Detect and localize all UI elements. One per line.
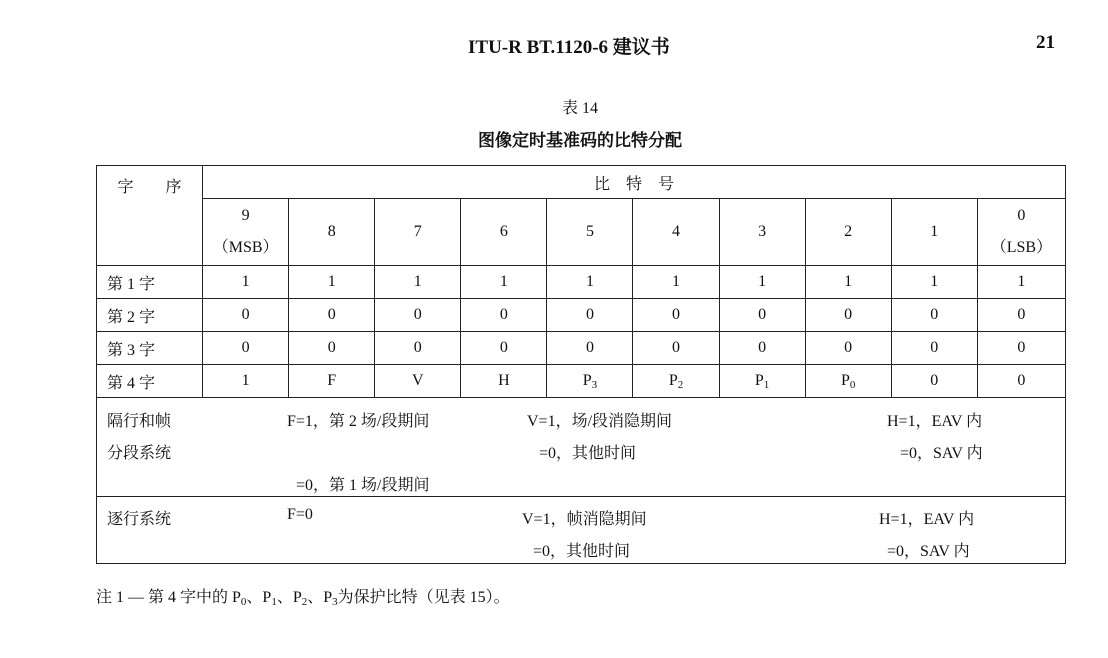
bit-col-header: 7 — [375, 199, 461, 266]
interlaced-label-line1: 隔行和帧 — [107, 413, 172, 430]
bit-col-note: （LSB） — [990, 239, 1053, 256]
header-row-1 — [97, 166, 1066, 199]
progressive-h0-text: =0，SAV 内 — [887, 543, 970, 560]
table-cell: 0 — [547, 299, 633, 332]
table-row — [97, 266, 1066, 299]
table-cell: 0 — [977, 332, 1065, 365]
table-cell: 0 — [891, 299, 977, 332]
progressive-note-cell — [97, 497, 1066, 564]
protection-bit-cell: $P_1$ — [719, 365, 805, 398]
table-row — [97, 332, 1066, 365]
table-cell: 0 — [891, 365, 977, 398]
row-label: 第 2 字 — [97, 299, 203, 332]
footnote-prefix: 注 1 — 第 4 字中的 P — [96, 589, 241, 606]
table-cell: 1 — [719, 266, 805, 299]
document-header-title: ITU-R BT.1120-6 建议书 — [468, 37, 670, 58]
page-number: 21 — [1036, 32, 1055, 53]
progressive-label: 逐行系统 — [107, 511, 172, 528]
interlaced-note-row — [97, 398, 1066, 497]
table-cell: 0 — [633, 299, 719, 332]
footnote-separator: 、P — [307, 589, 333, 606]
progressive-f-text: F=0 — [287, 506, 313, 523]
table-cell: 1 — [203, 266, 289, 299]
table-cell: H — [461, 365, 547, 398]
table-cell: 0 — [891, 332, 977, 365]
table-cell: 1 — [547, 266, 633, 299]
bit-col-note: （MSB） — [212, 239, 279, 256]
bit-col-header: 2 — [805, 199, 891, 266]
bit-col-header — [203, 199, 289, 266]
interlaced-note-cell — [97, 398, 1066, 497]
progressive-note-row — [97, 497, 1066, 564]
table-cell: 0 — [719, 332, 805, 365]
table-row — [97, 365, 1066, 398]
footnote-subscript: 0 — [240, 596, 247, 608]
protection-bit-cell: $P_2$ — [633, 365, 719, 398]
word-order-header — [97, 166, 203, 266]
table-cell: 1 — [461, 266, 547, 299]
footnote-suffix: 为保护比特（见表 15）。 — [337, 589, 510, 606]
table-number-label: 表 14 — [561, 100, 598, 117]
progressive-v0-text: =0，其他时间 — [533, 543, 631, 560]
bit-number-header: 比 特 号 — [203, 166, 1066, 199]
progressive-v1-text: V=1，帧消隐期间 — [522, 511, 647, 528]
footnote-subscript: 2 — [301, 596, 308, 608]
table-cell: 1 — [891, 266, 977, 299]
table-cell: 0 — [203, 332, 289, 365]
bit-col-number: 0 — [1017, 207, 1026, 224]
table-cell: 0 — [633, 332, 719, 365]
bit-col-header: 8 — [289, 199, 375, 266]
bit-col-number: 9 — [241, 207, 250, 224]
bit-allocation-table — [96, 165, 1066, 564]
footnote-subscript: 1 — [271, 596, 277, 608]
table-cell: 1 — [289, 266, 375, 299]
bit-col-header — [977, 199, 1065, 266]
table-cell: V — [375, 365, 461, 398]
interlaced-v1-text: V=1，场/段消隐期间 — [527, 413, 673, 430]
table-cell: 0 — [289, 299, 375, 332]
interlaced-h0-text: =0，SAV 内 — [900, 445, 983, 462]
row-label: 第 3 字 — [97, 332, 203, 365]
table-cell: F — [289, 365, 375, 398]
interlaced-f0-text: =0，第 1 场/段期间 — [296, 477, 430, 494]
table-cell: 0 — [547, 332, 633, 365]
footnote-separator: 、P — [246, 589, 272, 606]
bit-col-header: 3 — [719, 199, 805, 266]
table-cell: 1 — [977, 266, 1065, 299]
table-cell: 0 — [719, 299, 805, 332]
table-footnote — [96, 584, 510, 608]
row-label: 第 4 字 — [97, 365, 203, 398]
interlaced-f1-text: F=1，第 2 场/段期间 — [287, 413, 430, 430]
table-cell: 0 — [977, 365, 1065, 398]
table-cell: 1 — [805, 266, 891, 299]
table-cell: 0 — [977, 299, 1065, 332]
table-cell: 0 — [461, 332, 547, 365]
table-cell: 0 — [805, 299, 891, 332]
interlaced-v0-text: =0，其他时间 — [539, 445, 637, 462]
bit-col-header: 1 — [891, 199, 977, 266]
table-cell: 0 — [805, 332, 891, 365]
bit-col-header: 5 — [547, 199, 633, 266]
table-cell: 1 — [633, 266, 719, 299]
table-cell: 1 — [375, 266, 461, 299]
progressive-h1-text: H=1，EAV 内 — [879, 511, 975, 528]
protection-bit-cell: $P_3$ — [547, 365, 633, 398]
table-cell: 0 — [203, 299, 289, 332]
table-cell: 0 — [461, 299, 547, 332]
table-cell: 0 — [375, 299, 461, 332]
table-caption: 图像定时基准码的比特分配 — [478, 131, 682, 150]
header-row-2 — [97, 199, 1066, 266]
table-cell: 0 — [375, 332, 461, 365]
table-row — [97, 299, 1066, 332]
bit-col-header: 4 — [633, 199, 719, 266]
table-cell: 0 — [289, 332, 375, 365]
table-cell: 1 — [203, 365, 289, 398]
footnote-subscript: 3 — [332, 596, 338, 608]
footnote-separator: 、P — [276, 589, 302, 606]
interlaced-h1-text: H=1，EAV 内 — [887, 413, 983, 430]
bit-col-header: 6 — [461, 199, 547, 266]
word-order-header-label: 字 序 — [117, 179, 182, 196]
protection-bit-cell: $P_0$ — [805, 365, 891, 398]
row-label: 第 1 字 — [97, 266, 203, 299]
interlaced-label-line2: 分段系统 — [107, 445, 172, 462]
